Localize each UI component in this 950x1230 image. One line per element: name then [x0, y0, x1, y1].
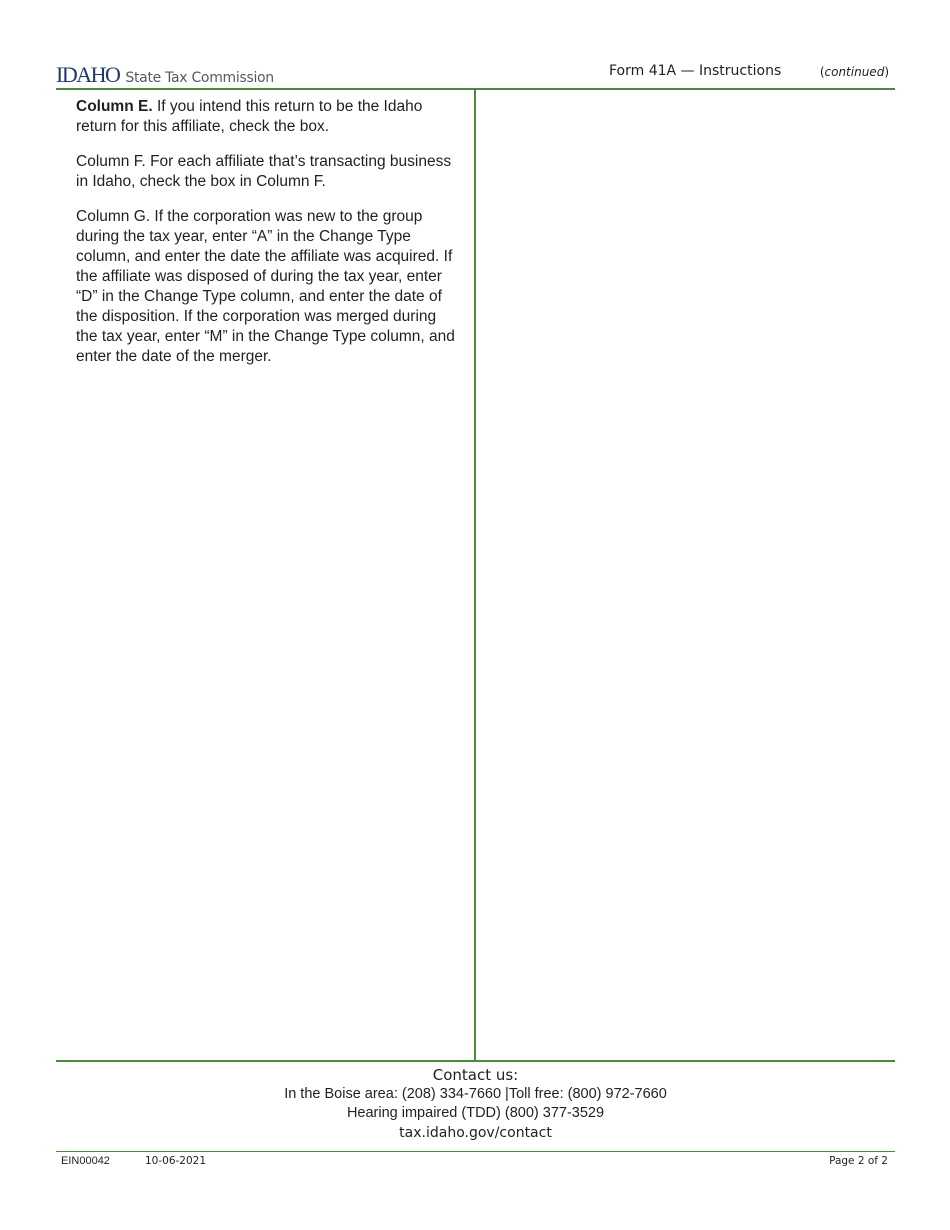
bottom-rule: [56, 1151, 895, 1152]
revision-date: 10-06-2021: [145, 1155, 207, 1167]
contact-block: [56, 1065, 895, 1144]
column-e-label: Column E.: [76, 98, 153, 115]
contact-url: tax.idaho.gov/contact: [399, 1125, 552, 1141]
page-number: Page 2 of 2: [829, 1155, 888, 1167]
column-g-paragraph: Column G. If the corporation was new to the group during the tax year, enter “A” in the Change Type column, and enter the date the affiliate was acquired. If the affiliate was disposed of during the tax year, enter “D” in the Change Type column, and enter the date of the disposition. If the corporation was merged during the tax year, enter “M” in the Change Type column, and enter the date of the merger.: [76, 208, 455, 365]
column-divider: [474, 89, 476, 1061]
continued-label: (continued): [819, 65, 889, 79]
left-column: [76, 97, 461, 382]
continued-text: continued: [824, 65, 885, 79]
logo-mark: IDAHO: [56, 62, 120, 87]
column-e-paragraph: [76, 97, 461, 137]
contact-title: Contact us:: [432, 1066, 519, 1084]
form-title: Form 41A — Instructions: [609, 63, 782, 79]
contact-phones: In the Boise area: (208) 334-7660 |Toll free: (800) 972-7660: [284, 1086, 667, 1102]
form-code: EIN00042: [61, 1155, 110, 1167]
logo-text: State Tax Commission: [125, 70, 274, 86]
column-f-paragraph: Column F. For each affiliate that’s transacting business in Idaho, check the box in Column F.: [76, 153, 452, 190]
contact-tdd: Hearing impaired (TDD) (800) 377-3529: [346, 1105, 605, 1121]
idaho-logo: [56, 62, 274, 88]
column-e-text: If you intend this return to be the Idaho return for this affiliate, check the box.: [76, 98, 423, 135]
page-header: [56, 60, 895, 90]
footer-rule: [56, 1060, 895, 1062]
